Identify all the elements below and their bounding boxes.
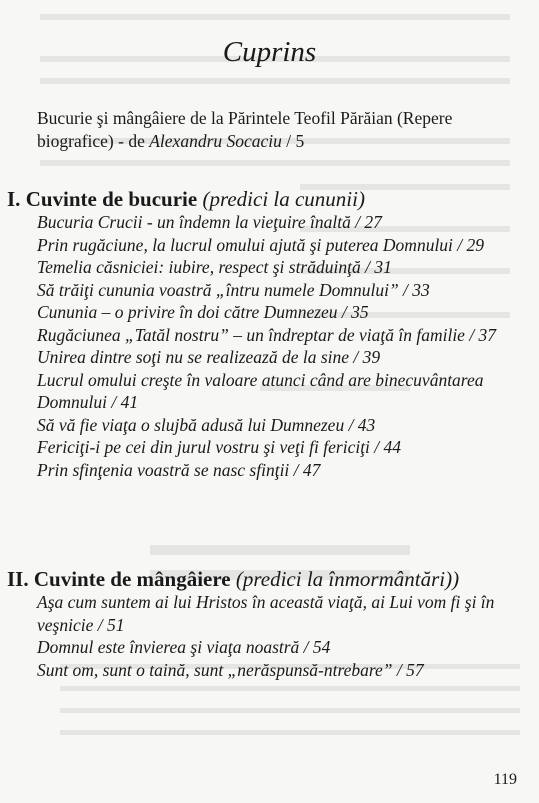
section-2-entries: [37, 591, 517, 681]
intro-entry: [37, 107, 507, 153]
intro-text: Bucurie şi mângâiere de la Părintele Teofil Părăian (Repere biografice) - de: [37, 108, 453, 151]
section-1-entries: [37, 211, 517, 481]
intro-author: Alexandru Socaciu: [149, 131, 282, 151]
section-title: Cuvinte de bucurie: [25, 187, 198, 211]
page-number: 119: [493, 771, 517, 788]
section-subtitle: (predici la înmormântări)): [235, 567, 460, 591]
section-title: Cuvinte de mângâiere: [33, 567, 231, 591]
toc-entry: Rugăciunea „Tatăl nostru” – un îndreptar de viaţă în familie / 37: [37, 324, 497, 345]
toc-entry: Să vă fie viaţa o slujbă adusă lui Dumnezeu / 43: [37, 414, 376, 435]
toc-entry: Prin sfinţenia voastră se nasc sfinţii / 47: [37, 459, 321, 480]
page-title: Cuprins: [222, 36, 317, 68]
toc-entry: Prin rugăciune, la lucrul omului ajută şi puterea Domnului / 29: [37, 234, 485, 255]
section-subtitle: (predici la cununii): [202, 187, 365, 211]
toc-entry: Temelia căsniciei: iubire, respect şi străduinţă / 31: [37, 257, 392, 277]
section-heading-2: [7, 566, 532, 592]
toc-entry: Unirea dintre soţi nu se realizează de la sine / 39: [37, 347, 381, 367]
toc-entry: Bucuria Crucii - un îndemn la vieţuire înaltă / 27: [37, 212, 382, 232]
toc-entry: Fericiţi-i pe cei din jurul vostru şi veţi fi fericiţi / 44: [37, 437, 402, 457]
section-heading-1: [7, 186, 532, 212]
toc-entry: Aşa cum suntem ai lui Hristos în această viaţă, ai Lui vom fi şi în veşnicie / 51: [37, 592, 495, 635]
section-number: II.: [7, 567, 29, 591]
toc-entry: Să trăiţi cununia voastră „întru numele Domnului” / 33: [37, 279, 430, 300]
toc-entry: Domnul este învierea şi viaţa noastră / 54: [37, 637, 331, 657]
toc-entry: Lucrul omului creşte în valoare atunci când are binecuvântarea Domnului / 41: [37, 369, 484, 412]
section-number: I.: [7, 187, 21, 211]
toc-entry: Sunt om, sunt o taină, sunt „nerăspunsă-ntrebare” / 57: [37, 659, 424, 680]
toc-entry: Cununia – o privire în doi către Dumnezeu / 35: [37, 302, 369, 322]
intro-page: / 5: [281, 131, 305, 151]
